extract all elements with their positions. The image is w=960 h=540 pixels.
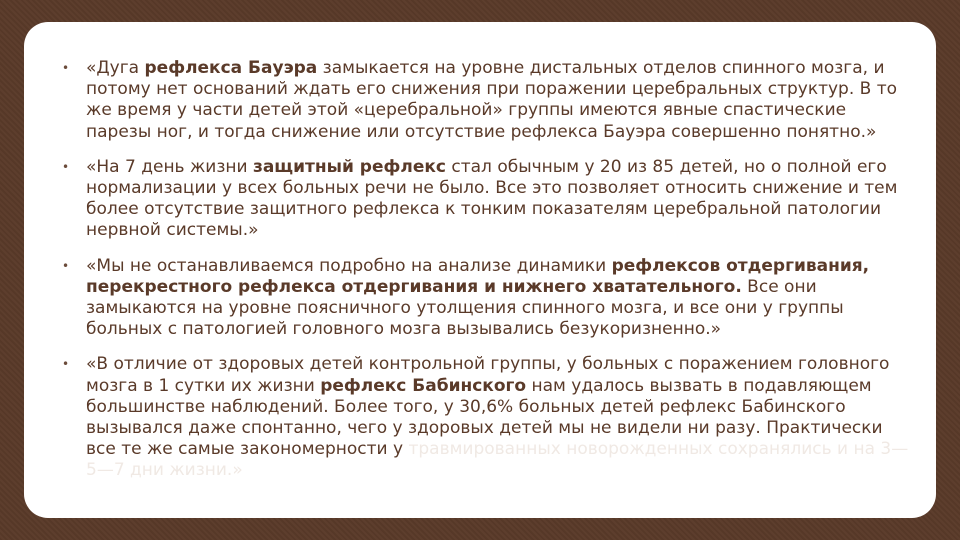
bold-term: рефлекс Бабинского [320, 375, 527, 396]
bullet-item-protective-reflex [62, 157, 916, 242]
bullet-text [86, 157, 897, 241]
overflow-text: травмированных новорожденных сохранялись и на 3—5—7 дни жизни.» [86, 439, 909, 481]
bullet-point-icon: • [62, 357, 70, 372]
bullet-point-icon: • [62, 258, 70, 273]
bullet-item-babinski-reflex [62, 354, 916, 481]
text-run: «В отличие от здоровых детей контрольной группы, у больных с поражением головного мозга в 1 сутки их жизни [86, 354, 890, 396]
bold-term: защитный рефлекс [252, 156, 446, 177]
bullet-item-withdrawal-reflexes [62, 256, 916, 341]
text-run: нам удалось вызвать в подавляющем большинстве наблюдений. Более того, у 30,6% больных детей рефлекс Бабинского вызывался даже спонтанно, чего у здоровых детей мы не видели ни разу. Практически все те же самые закономерности у [86, 375, 883, 460]
text-run: «Мы не останавливаемся подробно на анализе динамики [86, 255, 612, 276]
text-run: «Дуга [86, 58, 145, 78]
bullet-point-icon: • [62, 61, 70, 75]
bullet-text [86, 256, 869, 340]
text-run: «На 7 день жизни [86, 156, 253, 177]
slide-content-card [24, 22, 936, 518]
text-run: стал обычным у 20 из 85 детей, но о полной его нормализации у всех больных речи не было. Все это позволяет относить снижение и тем более отсутствие защитного рефлекса к тонким показателям церебральной патологии нервной системы.» [86, 156, 898, 241]
bold-term: рефлекса Бауэра [144, 58, 318, 78]
bullet-item-bauer-reflex [62, 58, 916, 143]
bullet-point-icon: • [62, 159, 70, 174]
bullet-text [86, 354, 908, 480]
text-run: Все они замыкаются на уровне поясничного утолщения спинного мозга, и все они у группы больных с патологией головного мозга вызывались безукоризненно.» [86, 276, 844, 340]
bullet-text [86, 58, 897, 142]
text-run: замыкается на уровне дистальных отделов спинного мозга, и потому нет оснований ждать его снижения при поражении церебральных структур. В то же время у части детей этой «церебральной» группы имеются явные спастические парезы ног, и тогда снижение или отсутствие рефлекса Бауэра совершенно понятно.» [86, 58, 898, 142]
bullet-list [24, 22, 936, 482]
bold-term: рефлексов отдергивания, перекрестного рефлекса отдергивания и нижнего хватательного. [86, 255, 870, 297]
